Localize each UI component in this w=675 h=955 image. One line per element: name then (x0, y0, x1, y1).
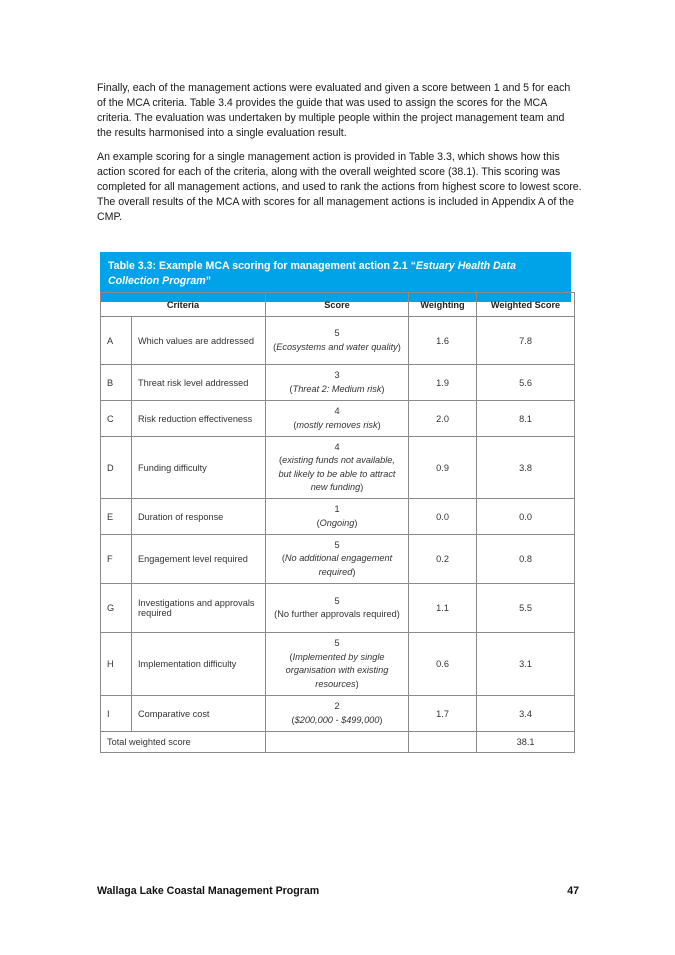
score-value: 5 (334, 328, 340, 338)
score-note (272, 419, 402, 433)
row-criteria: Funding difficulty (132, 437, 266, 499)
score-value: 5 (334, 539, 340, 550)
row-criteria: Implementation difficulty (132, 633, 266, 696)
score-value: 2 (334, 701, 340, 711)
page-number: 47 (567, 885, 579, 897)
table-row (101, 499, 575, 535)
caption-prefix: Table 3.3: Example MCA scoring for management action 2.1 “ (108, 260, 416, 272)
row-weighted-score: 3.4 (477, 696, 575, 732)
row-weighted-score: 3.8 (477, 437, 575, 499)
total-row (101, 732, 575, 753)
row-criteria: Which values are addressed (132, 317, 266, 365)
row-letter: C (101, 401, 132, 437)
header-criteria: Criteria (101, 293, 266, 317)
note-close: ) (396, 609, 400, 619)
score-note (272, 383, 402, 397)
score-value: 4 (334, 441, 340, 452)
row-score (266, 437, 409, 499)
row-letter: A (101, 317, 132, 365)
note-open: ( (291, 714, 295, 725)
note-close: ) (379, 714, 383, 725)
row-score (266, 696, 409, 732)
score-note (272, 341, 402, 355)
row-criteria: Comparative cost (132, 696, 266, 732)
note-close: ) (377, 419, 381, 430)
note-close: ) (354, 517, 358, 528)
table-row (101, 535, 575, 584)
row-weighting: 0.9 (409, 437, 477, 499)
row-criteria: Duration of response (132, 499, 266, 535)
row-criteria: Risk reduction effectiveness (132, 401, 266, 437)
score-value: 4 (334, 406, 340, 416)
score-value: 3 (334, 370, 340, 380)
table-row (101, 365, 575, 401)
score-value: 5 (334, 595, 340, 606)
note-open: ( (274, 609, 278, 619)
row-weighted-score: 7.8 (477, 317, 575, 365)
note-open: ( (281, 553, 285, 564)
row-weighted-score: 3.1 (477, 633, 575, 696)
row-criteria: Engagement level required (132, 535, 266, 584)
row-weighted-score: 8.1 (477, 401, 575, 437)
note-text: No further approvals required (277, 609, 397, 619)
footer-title: Wallaga Lake Coastal Management Program (97, 885, 320, 897)
note-text: No additional engagement required (284, 553, 393, 577)
note-open: ( (289, 383, 293, 394)
note-text: Ongoing (319, 517, 355, 528)
row-score (266, 584, 409, 633)
table-row (101, 401, 575, 437)
note-close: ) (360, 482, 364, 492)
table-row (101, 317, 575, 365)
note-text: existing funds not available, but likely to be able to attract new funding (278, 455, 396, 492)
table-row (101, 633, 575, 696)
row-weighted-score: 0.8 (477, 535, 575, 584)
row-criteria: Threat risk level addressed (132, 365, 266, 401)
row-letter: B (101, 365, 132, 401)
row-letter: H (101, 633, 132, 696)
row-score (266, 633, 409, 696)
note-close: ) (381, 383, 385, 394)
note-open: ( (316, 517, 320, 528)
row-weighting: 1.6 (409, 317, 477, 365)
row-weighting: 1.9 (409, 365, 477, 401)
note-close: ) (397, 341, 401, 352)
row-letter: E (101, 499, 132, 535)
row-score (266, 499, 409, 535)
note-open: ( (293, 419, 297, 430)
row-weighting: 1.7 (409, 696, 477, 732)
score-note (272, 454, 402, 495)
table-header-row (101, 293, 575, 317)
score-note (272, 552, 402, 579)
table-row (101, 437, 575, 499)
note-open: ( (279, 455, 283, 465)
note-open: ( (273, 341, 277, 352)
total-score-empty (266, 732, 409, 753)
total-value: 38.1 (477, 732, 575, 753)
note-open: ( (289, 651, 293, 662)
score-note (272, 517, 402, 531)
mca-scoring-table (100, 292, 575, 753)
page-footer (97, 885, 579, 897)
row-criteria: Investigations and approvals required (132, 584, 266, 633)
caption-suffix: ” (205, 275, 212, 287)
row-letter: D (101, 437, 132, 499)
note-text: Threat 2: Medium risk (292, 383, 382, 394)
score-value: 1 (334, 504, 340, 514)
row-weighted-score: 5.6 (477, 365, 575, 401)
score-note (272, 651, 402, 692)
note-text: Ecosystems and water quality (276, 341, 398, 352)
score-note (272, 714, 402, 728)
score-value: 5 (334, 638, 340, 648)
row-weighting: 0.6 (409, 633, 477, 696)
score-note (272, 608, 402, 622)
row-letter: G (101, 584, 132, 633)
row-score (266, 317, 409, 365)
intro-paragraph-1: Finally, each of the management actions were evaluated and given a score between 1 and 5 for each of the MCA criteria. Table 3.4 provides the guide that was used to assign the scores for the MCA criteria. The evaluation was undertaken by multiple people within the project management team and the results harmonised into a single evaluation result. (97, 82, 571, 140)
total-weighting-empty (409, 732, 477, 753)
note-text: Implemented by single organisation with existing resources (285, 651, 389, 689)
row-weighting: 0.2 (409, 535, 477, 584)
row-weighting: 1.1 (409, 584, 477, 633)
row-letter: I (101, 696, 132, 732)
row-score (266, 401, 409, 437)
note-text: mostly removes risk (296, 419, 378, 430)
table-row (101, 584, 575, 633)
header-score: Score (266, 293, 409, 317)
row-score (266, 535, 409, 584)
table-row (101, 696, 575, 732)
row-weighted-score: 0.0 (477, 499, 575, 535)
row-score (266, 365, 409, 401)
header-weighting: Weighting (409, 293, 477, 317)
note-text: $200,000 - $499,000 (294, 714, 380, 725)
row-weighting: 0.0 (409, 499, 477, 535)
row-weighted-score: 5.5 (477, 584, 575, 633)
row-letter: F (101, 535, 132, 584)
note-close: ) (355, 678, 359, 689)
caption-italic: Estuary Health Data Collection Program (108, 260, 516, 287)
row-weighting: 2.0 (409, 401, 477, 437)
note-close: ) (352, 566, 356, 577)
total-label: Total weighted score (101, 732, 266, 753)
intro-paragraph-2: An example scoring for a single management action is provided in Table 3.3, which shows how this action scored for each of the criteria, along with the overall weighted score (38.1). This scoring was completed for all management actions, and used to rank the actions from highest score to lowest score. The overall results of the MCA with scores for all management actions is included in Appendix A of the CMP. (97, 151, 582, 224)
header-weighted-score: Weighted Score (477, 293, 575, 317)
